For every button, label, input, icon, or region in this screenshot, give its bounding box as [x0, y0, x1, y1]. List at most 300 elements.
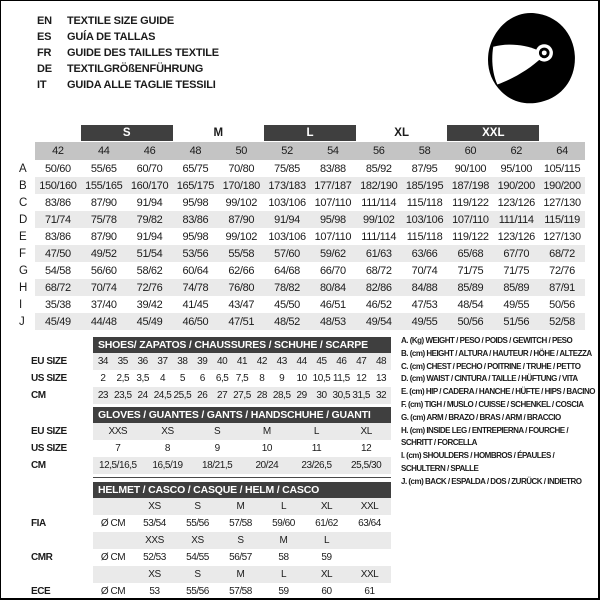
sub-table-value: 35	[113, 353, 133, 370]
legend-item	[401, 476, 600, 489]
sub-table-value: 12	[361, 443, 372, 454]
measure-letter: F	[19, 247, 26, 260]
helmet-value: L	[262, 498, 305, 515]
legend-line: SCHULTERN / SPALLE	[401, 463, 479, 473]
measure-value: 68/72	[365, 264, 392, 277]
measure-value: 95/98	[182, 230, 209, 243]
row-label: US SIZE	[31, 373, 67, 384]
language-row	[37, 13, 219, 29]
helmet-value: 55/56	[186, 518, 209, 529]
legend-item	[401, 450, 600, 476]
measure-value: 60/64	[182, 264, 209, 277]
sub-table-value: M	[242, 423, 292, 440]
helmet-value: 52/53	[143, 552, 166, 563]
sub-table-value: 28,5	[272, 387, 292, 404]
helmet-value: 57/58	[229, 586, 252, 597]
sub-table-value: 7	[115, 443, 121, 454]
measure-value: 111/114	[361, 196, 397, 209]
measure-row	[17, 211, 585, 228]
measure-value: 83/86	[172, 211, 218, 228]
sub-table-row	[17, 423, 391, 440]
measure-value: 74/78	[172, 279, 218, 296]
sub-table-value: 29	[292, 387, 312, 404]
measure-letter: J	[19, 315, 25, 328]
measure-value: 91/94	[264, 211, 310, 228]
sub-table-title: GLOVES / GUANTES / GANTS / HANDSCHUHE / GUANTI	[93, 407, 391, 423]
measure-value: 107/110	[314, 196, 352, 209]
measure-value: 56/60	[90, 264, 117, 277]
sub-table-value: 24	[133, 387, 153, 404]
measure-value: 83/88	[320, 162, 346, 175]
measure-value: 87/95	[411, 162, 438, 175]
helmet-value: S	[176, 498, 219, 515]
measure-value: 160/170	[127, 177, 173, 194]
sub-table-value: 43	[272, 353, 292, 370]
measure-value: 87/90	[90, 230, 117, 243]
row-label	[17, 566, 93, 583]
unit-label: Ø CM	[100, 586, 126, 597]
measure-value: 47/51	[218, 313, 264, 330]
measure-row	[17, 194, 585, 211]
sub-table-value: 11	[311, 443, 322, 454]
language-row	[37, 77, 219, 93]
helmet-value: XXL	[348, 566, 391, 583]
measure-value: 107/110	[447, 211, 493, 228]
measure-value: 103/106	[402, 211, 448, 228]
measure-value: 61/63	[356, 245, 402, 262]
main-size-table	[17, 125, 585, 330]
language-code: IT	[37, 79, 47, 91]
sub-table-value: 2,5	[116, 373, 130, 384]
measure-value: 62/66	[228, 264, 255, 277]
size-number: 48	[172, 142, 218, 160]
sub-table-value: 48	[371, 353, 391, 370]
size-number: 46	[127, 142, 173, 160]
language-title: GUIDE DES TAILLES TEXTILE	[67, 47, 219, 59]
measure-value: 82/86	[356, 279, 402, 296]
row-label: EU SIZE	[31, 356, 67, 367]
sub-table-row	[17, 457, 391, 474]
measure-value: 91/94	[136, 196, 163, 209]
measure-value: 119/122	[452, 230, 489, 243]
measure-value: 37/40	[90, 298, 117, 311]
helmet-value: 56/57	[229, 552, 252, 563]
language-title: GUIDA ALLE TAGLIE TESSILI	[67, 79, 216, 91]
helmet-value: 53	[149, 586, 160, 597]
legend-item	[401, 412, 600, 425]
helmet-value: XXS	[133, 532, 176, 549]
legend-item	[401, 386, 600, 399]
sub-tables	[17, 337, 391, 600]
unit-label	[93, 532, 133, 549]
size-group-label: M	[213, 127, 224, 139]
language-code: ES	[37, 31, 52, 43]
measure-value: 72/76	[127, 279, 173, 296]
measure-value: 71/74	[35, 211, 81, 228]
measure-value: 187/198	[447, 177, 493, 194]
measure-value: 170/180	[218, 177, 264, 194]
measure-value: 79/82	[127, 211, 173, 228]
sub-table-value: XL	[341, 423, 391, 440]
shoes-table	[17, 337, 391, 404]
measure-value: 173/183	[264, 177, 310, 194]
measure-value: 105/115	[543, 162, 581, 175]
measure-letter: E	[19, 230, 27, 243]
measure-value: 78/82	[264, 279, 310, 296]
measure-value: 46/51	[320, 298, 346, 311]
measure-value: 50/60	[45, 162, 71, 175]
sub-table-value: 16,5/19	[143, 457, 193, 474]
measure-value: 41/45	[182, 298, 209, 311]
measure-value: 68/72	[35, 279, 81, 296]
measure-value: 52/58	[539, 313, 585, 330]
sub-table-title-row	[17, 482, 391, 498]
sub-table-value: 41	[232, 353, 252, 370]
measure-value: 47/50	[35, 245, 81, 262]
helmet-value: M	[262, 532, 305, 549]
sub-table-value: 44	[292, 353, 312, 370]
sub-table-value: 32	[371, 387, 391, 404]
sub-table-value: 31,5	[351, 387, 371, 404]
size-number: 50	[218, 142, 264, 160]
measure-value: 99/102	[225, 230, 258, 243]
measure-value: 95/98	[182, 196, 209, 209]
measure-value: 70/80	[228, 162, 255, 175]
sub-table-value: 25,5	[172, 387, 192, 404]
unit-label: Ø CM	[100, 518, 126, 529]
measure-value: 49/55	[402, 313, 448, 330]
helmet-table-row	[17, 515, 391, 532]
helmet-value: 59	[278, 586, 289, 597]
legend-item	[401, 373, 600, 386]
helmet-value: 53/54	[143, 518, 166, 529]
measure-value: 67/70	[493, 245, 539, 262]
helmet-value: 55/56	[186, 586, 209, 597]
measure-letter: I	[19, 298, 22, 311]
measure-value: 50/56	[549, 298, 575, 311]
sub-table-title-row	[17, 407, 391, 423]
measure-value: 47/53	[411, 298, 438, 311]
measure-value: 57/60	[264, 245, 310, 262]
sub-table-value: 6,5	[215, 373, 229, 384]
sub-table-value: 20/24	[242, 457, 292, 474]
sub-table-value: 3,5	[136, 373, 149, 384]
helmet-table-row	[17, 583, 391, 600]
legend-line: B. (cm) HEIGHT / ALTURA / HAUTEUR / HÖHE / ALTEZZA	[401, 348, 592, 358]
sub-table-value: 7,5	[235, 373, 249, 384]
measure-row	[17, 262, 585, 279]
language-code: EN	[37, 15, 52, 27]
language-code: DE	[37, 63, 52, 75]
sub-table-value: 24,5	[153, 387, 173, 404]
measure-row	[17, 245, 585, 262]
measure-letter: C	[19, 196, 27, 209]
legend-line: I. (cm) SHOULDERS / HOMBROS / ÉPAULES /	[401, 451, 555, 461]
measure-value: 51/56	[493, 313, 539, 330]
sub-table-value: 23/26,5	[292, 457, 342, 474]
size-number-row	[17, 142, 585, 160]
measure-value: 87/90	[90, 196, 117, 209]
measure-letter: A	[19, 162, 27, 175]
legend-line: J. (cm) BACK / ESPALDA / DOS / ZURÜCK / INDIETRO	[401, 476, 582, 486]
sub-table-value: 10,5	[312, 373, 331, 384]
measure-value: 115/118	[406, 230, 443, 243]
sub-table-value: 23,5	[113, 387, 133, 404]
sub-table-value: 9	[214, 443, 220, 454]
sub-table-row	[17, 370, 391, 387]
measure-value: 115/119	[539, 211, 585, 228]
sub-table-value: 8	[259, 373, 265, 384]
measure-value: 115/118	[406, 196, 443, 209]
sub-table-value: 6	[199, 373, 205, 384]
measure-value: 185/195	[402, 177, 448, 194]
measure-value: 90/100	[454, 162, 487, 175]
size-number: 62	[493, 142, 539, 160]
row-label: US SIZE	[31, 443, 67, 454]
measure-row	[17, 228, 585, 245]
sub-table-value: XS	[143, 423, 193, 440]
measure-value: 182/190	[356, 177, 402, 194]
language-list	[37, 13, 219, 93]
measure-value: 49/55	[503, 298, 530, 311]
sub-table-title: SHOES/ ZAPATOS / CHAUSSURES / SCHUHE / SCARPE	[93, 337, 391, 353]
sub-table-value: 26	[192, 387, 212, 404]
measure-value: 39/42	[136, 298, 163, 311]
helmet-value: 58	[278, 552, 289, 563]
helmet-value: 61/62	[315, 518, 338, 529]
language-code: FR	[37, 47, 52, 59]
helmet-value: XS	[133, 566, 176, 583]
sub-table-value: 27,5	[232, 387, 252, 404]
measure-value: 35/38	[45, 298, 71, 311]
measure-value: 72/76	[549, 264, 575, 277]
measure-value: 75/85	[274, 162, 300, 175]
measure-value: 127/130	[543, 230, 581, 243]
helmet-value: S	[176, 566, 219, 583]
sub-table-value: 12,5/16,5	[93, 457, 143, 474]
helmet-value: XL	[305, 498, 348, 515]
measure-value: 75/78	[81, 211, 127, 228]
row-label: CMR	[31, 552, 53, 563]
measure-value: 95/100	[500, 162, 533, 175]
measure-value: 123/126	[497, 196, 535, 209]
row-label: ECE	[31, 586, 51, 597]
measure-row	[17, 160, 585, 177]
measure-value: 71/75	[503, 264, 530, 277]
language-row	[37, 45, 219, 61]
sub-table-title: HELMET / CASCO / CASQUE / HELM / CASCO	[93, 482, 391, 498]
sub-table-value: L	[292, 423, 342, 440]
measure-value: 177/187	[310, 177, 356, 194]
helmet-value: 60	[321, 586, 332, 597]
corner-cell	[17, 142, 35, 160]
sub-table-value: 34	[93, 353, 113, 370]
legend-line: F. (cm) TIGH / MUSLO / CUISSE / SCHENKEL / COSCIA	[401, 399, 584, 409]
legend-line: D. (cm) WAIST / CINTURA / TAILLE / HÜFTUNG / VITA	[401, 374, 578, 384]
helmet-value: 63/64	[358, 518, 381, 529]
row-label	[17, 532, 93, 549]
helmet-value: 61	[364, 586, 375, 597]
sub-table-value: 25,5/30	[341, 457, 391, 474]
size-number: 56	[356, 142, 402, 160]
sub-table-value: 42	[252, 353, 272, 370]
helmet-value: 54/55	[186, 552, 209, 563]
size-number: 42	[35, 142, 81, 160]
legend-line: H. (cm) INSIDE LEG / ENTREPIERNA / FOURCHE /	[401, 425, 569, 435]
size-group-label: L	[264, 125, 356, 141]
measure-value: 83/86	[45, 230, 71, 243]
helmet-table-row	[17, 549, 391, 566]
size-group-label: XL	[394, 127, 409, 139]
legend-line: C. (cm) CHEST / PECHO / POITRINE / TRUHE / PETTO	[401, 361, 581, 371]
legend-item	[401, 361, 600, 374]
sub-table-row	[17, 387, 391, 404]
measure-row	[17, 313, 585, 330]
measure-value: 84/88	[402, 279, 448, 296]
size-number: 44	[81, 142, 127, 160]
measure-value: 53/56	[172, 245, 218, 262]
size-group-label	[539, 125, 585, 141]
sub-table-value: 13	[375, 373, 387, 384]
unit-label: Ø CM	[100, 552, 126, 563]
sub-table-row	[17, 440, 391, 457]
sub-table-value: 37	[153, 353, 173, 370]
measure-value: 99/102	[225, 196, 258, 209]
measure-value: 91/94	[136, 230, 163, 243]
measure-value: 85/89	[447, 279, 493, 296]
measure-value: 50/56	[447, 313, 493, 330]
measure-value: 63/66	[402, 245, 448, 262]
helmet-value: XXL	[348, 498, 391, 515]
measure-value: 95/98	[310, 211, 356, 228]
measure-value: 65/75	[182, 162, 209, 175]
measure-value: 51/54	[127, 245, 173, 262]
sub-table-value: 8	[164, 443, 171, 454]
sub-table-value: 12	[356, 373, 367, 384]
row-label: EU SIZE	[31, 426, 67, 437]
size-number: 58	[402, 142, 448, 160]
sub-table-value: 18/21,5	[192, 457, 242, 474]
label-spacer	[17, 337, 93, 353]
language-title: GUÍA DE TALLAS	[67, 31, 156, 43]
divider-line	[93, 477, 391, 478]
helmet-table	[17, 482, 391, 600]
legend-line: E. (cm) HIP / CADERA / HANCHE / HÜFTE / HIPS / BACINO	[401, 387, 595, 397]
sub-table-value: 10	[261, 443, 272, 454]
measure-letter: G	[19, 264, 28, 277]
sub-table-value: 30	[312, 387, 332, 404]
measure-value: 83/86	[45, 196, 71, 209]
legend-item	[401, 425, 600, 451]
legend-line: SCHRITT / FORCELLA	[401, 438, 477, 448]
measure-value: 55/58	[218, 245, 264, 262]
sub-table-value: XXS	[93, 423, 143, 440]
row-label	[17, 498, 93, 515]
language-title: TEXTILGRÖßENFÜHRUNG	[67, 63, 204, 75]
row-label: CM	[31, 460, 46, 471]
sub-table-value: 9	[279, 373, 285, 384]
measure-value: 65/68	[447, 245, 493, 262]
measure-row	[17, 279, 585, 296]
measure-value: 49/54	[356, 313, 402, 330]
measure-value: 165/175	[172, 177, 218, 194]
helmet-value: 59/60	[272, 518, 295, 529]
helmet-value: 57/58	[229, 518, 252, 529]
measure-value: 48/52	[264, 313, 310, 330]
size-group-label: XXL	[447, 125, 539, 141]
full-face-helmet-icon	[480, 7, 582, 109]
measure-value: 44/48	[81, 313, 127, 330]
row-label: FIA	[31, 518, 46, 529]
helmet-value: M	[219, 498, 262, 515]
unit-label	[93, 498, 133, 515]
measure-value: 45/50	[274, 298, 300, 311]
helmet-value: XS	[176, 532, 219, 549]
sub-table-value: 5	[179, 373, 185, 384]
measure-value: 111/114	[361, 230, 397, 243]
sub-table-value: 30,5	[331, 387, 351, 404]
measure-value: 190/200	[539, 177, 585, 194]
measure-value: 46/50	[172, 313, 218, 330]
measure-value: 66/70	[320, 264, 346, 277]
helmet-table-row	[17, 532, 391, 549]
measure-value: 107/110	[314, 230, 352, 243]
helmet-value: L	[262, 566, 305, 583]
size-number: 64	[539, 142, 585, 160]
measure-value: 46/52	[365, 298, 392, 311]
measure-value: 70/74	[411, 264, 438, 277]
sub-table-value: 39	[192, 353, 212, 370]
measure-value: 43/47	[228, 298, 255, 311]
helmet-value	[348, 532, 391, 549]
language-row	[37, 61, 219, 77]
sub-table-value: 11,5	[332, 373, 350, 384]
helmet-value: XS	[133, 498, 176, 515]
measure-value: 127/130	[543, 196, 581, 209]
measure-value: 48/53	[310, 313, 356, 330]
measure-letter: B	[19, 179, 27, 192]
helmet-table-row	[17, 566, 391, 583]
label-spacer	[17, 407, 93, 423]
sub-table-value: 38	[172, 353, 192, 370]
sub-table-value: 36	[133, 353, 153, 370]
helmet-value: XL	[305, 566, 348, 583]
language-row	[37, 29, 219, 45]
size-group-label: S	[81, 125, 173, 141]
size-number: 60	[447, 142, 493, 160]
measure-value: 190/200	[493, 177, 539, 194]
gloves-table	[17, 407, 391, 474]
sub-table-value: 23	[93, 387, 113, 404]
helmet-value: L	[305, 532, 348, 549]
measure-value: 60/70	[136, 162, 163, 175]
measure-letter: H	[19, 281, 27, 294]
measure-value: 103/106	[268, 196, 306, 209]
helmet-value: S	[219, 532, 262, 549]
measure-value: 85/92	[365, 162, 392, 175]
measure-value: 45/49	[127, 313, 173, 330]
legend-item	[401, 335, 600, 348]
measure-value: 123/126	[497, 230, 535, 243]
measure-value: 49/52	[81, 245, 127, 262]
size-group-label	[35, 125, 81, 141]
measure-row	[17, 296, 585, 313]
label-spacer	[17, 482, 93, 498]
helmet-value: 59	[321, 552, 332, 563]
size-group-row	[17, 125, 585, 142]
legend	[401, 335, 600, 489]
measure-value: 64/68	[274, 264, 300, 277]
